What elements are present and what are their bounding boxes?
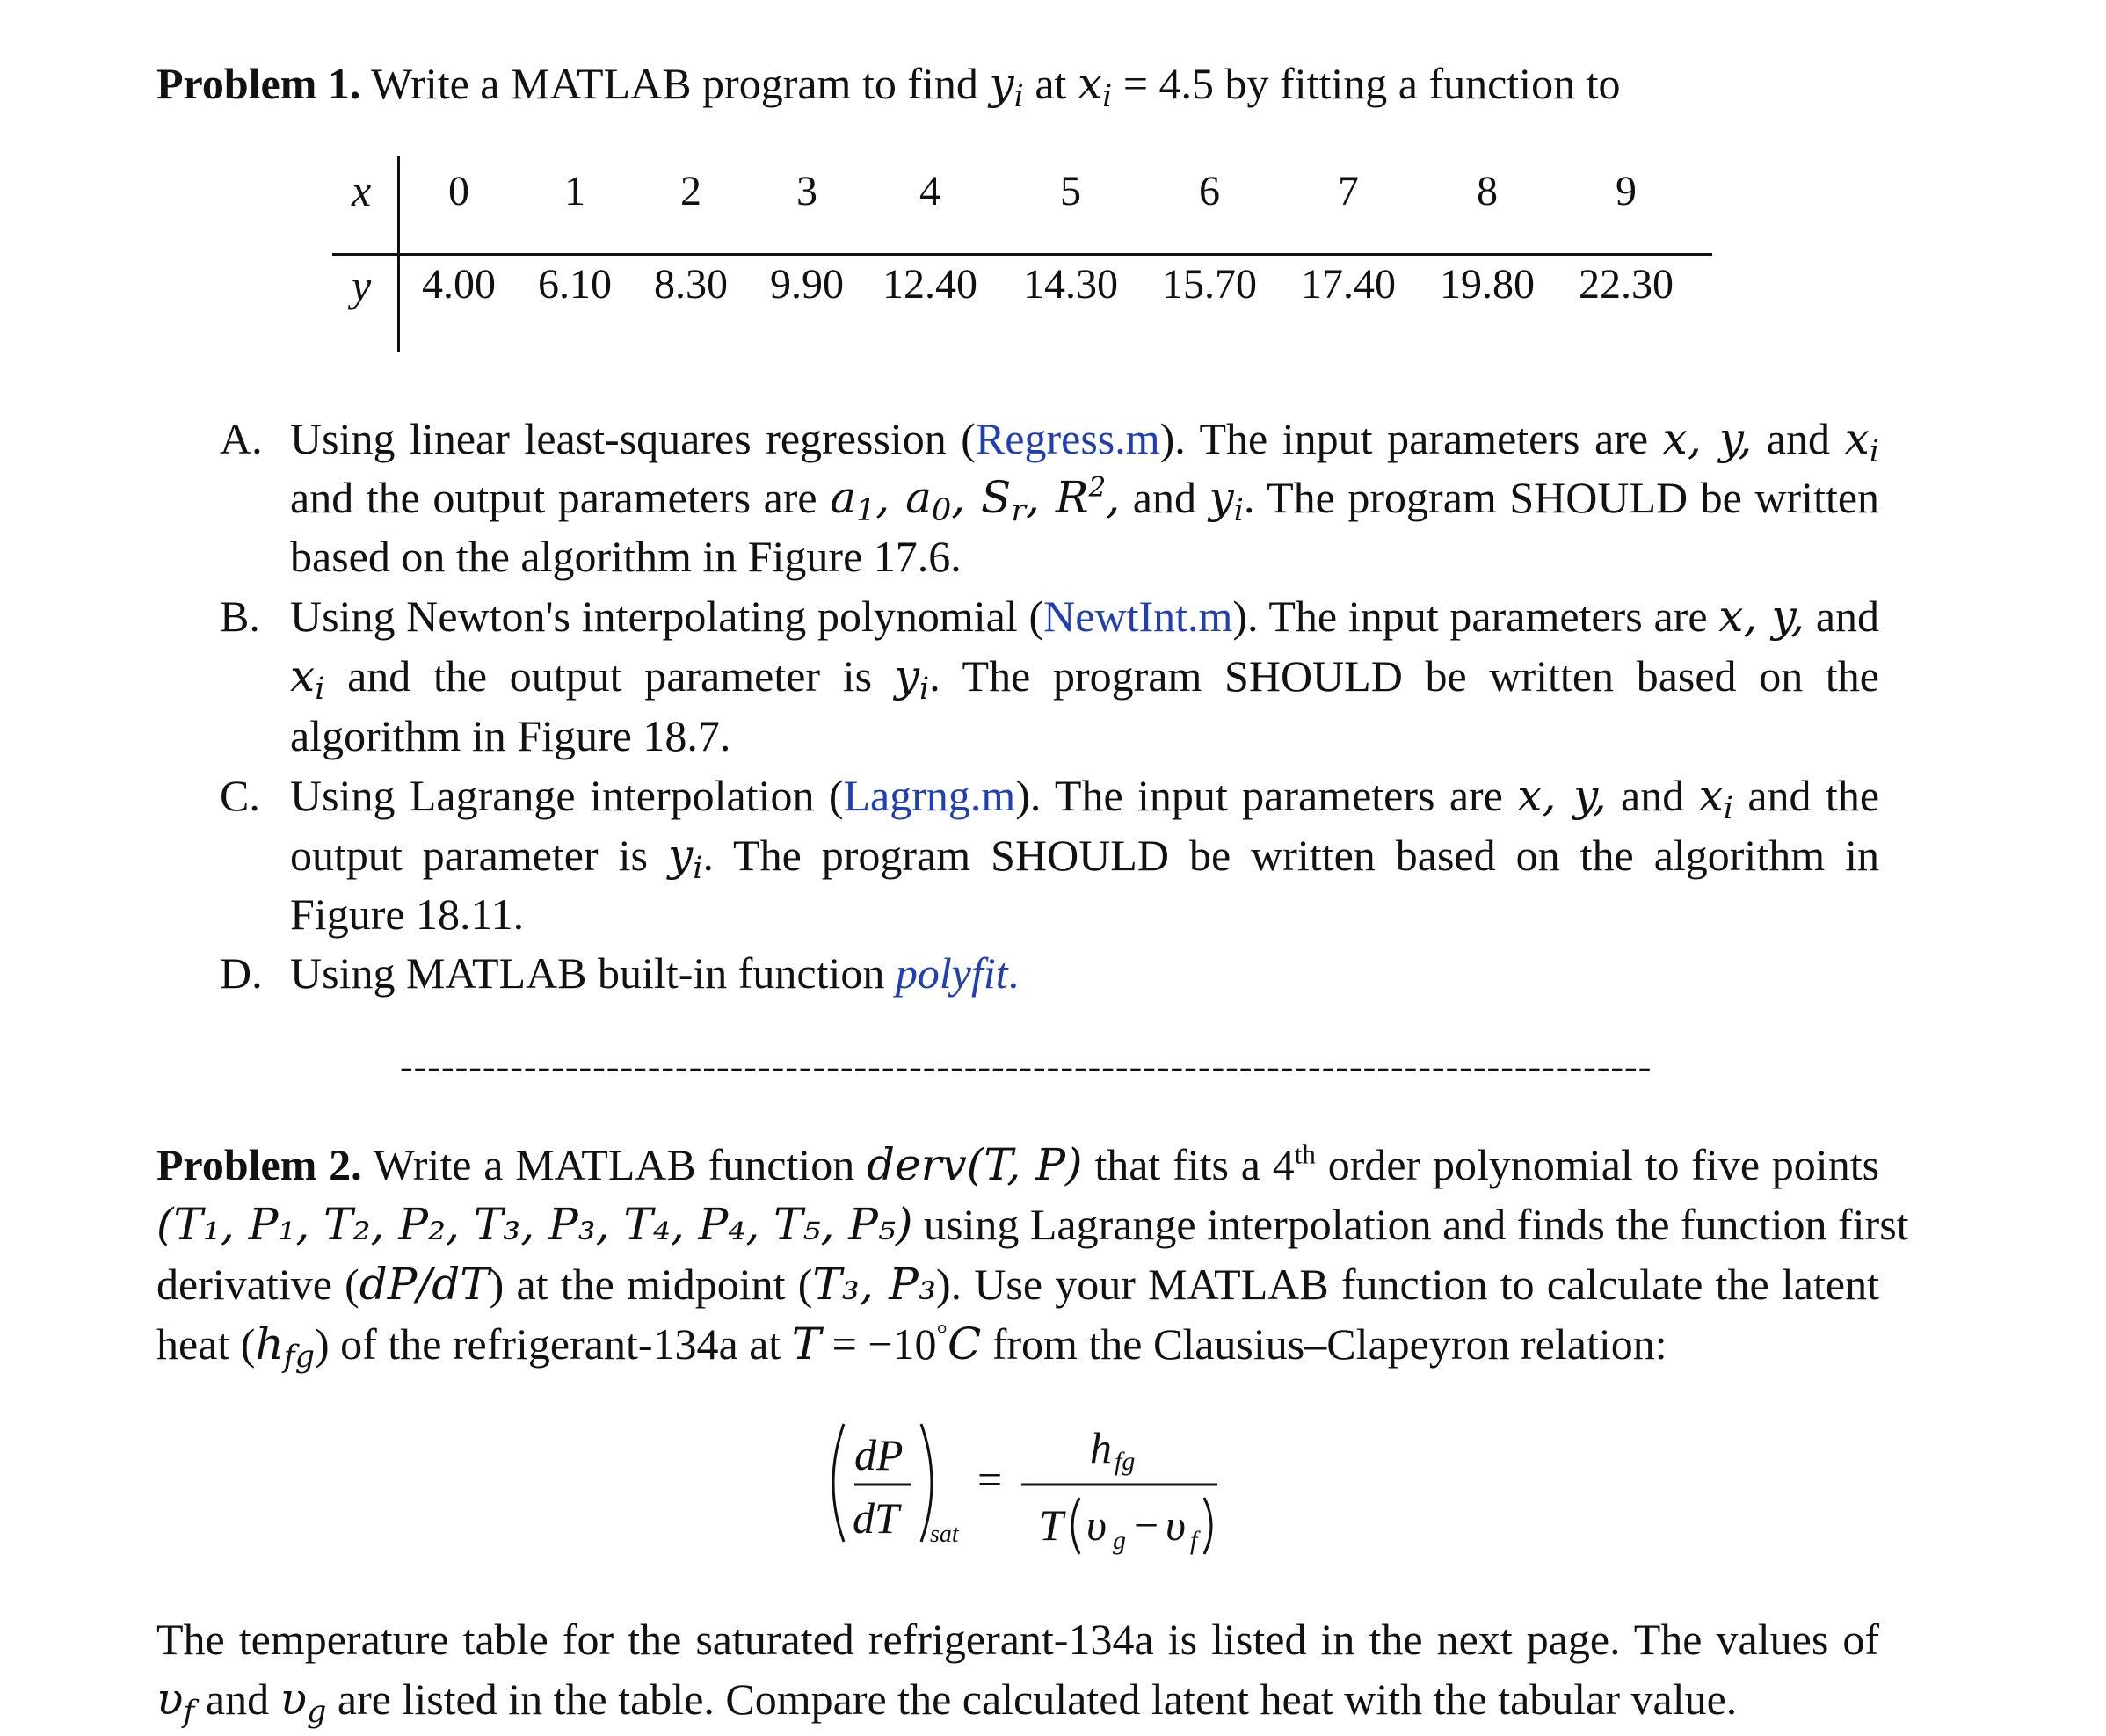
- problem1-intro-end: = 4.5 by fitting a function to: [1122, 59, 1621, 108]
- table-x-cell: 1: [564, 168, 585, 214]
- item-d-line1: Using MATLAB built-in function polyfit.: [290, 948, 1020, 998]
- item-d-letter: D.: [220, 948, 263, 998]
- var-x: $x_i$: [1077, 58, 1113, 114]
- table-x-cell: 9: [1616, 168, 1637, 214]
- eq-h-sub: fg: [1115, 1447, 1136, 1476]
- eq-sat: sat: [930, 1521, 959, 1548]
- eq-vg: υ: [1086, 1500, 1107, 1550]
- table-x-label: x: [352, 166, 372, 215]
- problem1-intro: Write a MATLAB program to find: [370, 59, 978, 108]
- table-x-cell: 0: [448, 168, 469, 214]
- table-y-cell: 15.70: [1162, 261, 1257, 308]
- newtint-file-link[interactable]: NewtInt.m: [1043, 592, 1233, 641]
- eq-vf: υ: [1166, 1500, 1186, 1550]
- table-y-cell: 12.40: [882, 261, 977, 308]
- item-c-line1: Using Lagrange interpolation (Lagrng.m). The input parameters are x, y, and $x_i$ and the: [290, 770, 1880, 826]
- table-y-cell: 17.40: [1301, 261, 1396, 308]
- item-a-line1: Using linear least-squares regression (Regress.m). The input parameters are x, y, and $x_i$: [290, 413, 1879, 469]
- item-a-line2: and the output parameters are $a_1$, $a_0$, $S_r$, $R^2$, and $y_i$. The program SHOULD be written: [290, 471, 1880, 528]
- item-a-letter: A.: [220, 414, 263, 463]
- problem2-line3: derivative (dP/dT) at the midpoint (T₃, P₃). Use your MATLAB function to calculate the latent: [156, 1259, 1879, 1310]
- regress-file-link[interactable]: Regress.m: [975, 414, 1160, 463]
- item-c-line3: Figure 18.11.: [290, 890, 525, 939]
- closing-line2: $\upsilon_f$ and $\upsilon_g$ are listed in the table. Compare the calculated latent heat with the tabular value.: [156, 1674, 1738, 1730]
- closing-line1: The temperature table for the saturated refrigerant-134a is listed in the next page. The values of: [156, 1615, 1879, 1664]
- item-b-line3: algorithm in Figure 18.7.: [290, 711, 731, 760]
- item-c-letter: C.: [220, 771, 260, 820]
- problem2-label: Problem 2.: [156, 1140, 362, 1189]
- clausius-clapeyron-equation: [817, 1417, 1231, 1566]
- table-y-cell: 6.10: [538, 261, 612, 308]
- table-x-cell: 4: [919, 168, 940, 214]
- table-y-cell: 4.00: [422, 261, 496, 308]
- eq-f: f: [1190, 1526, 1198, 1555]
- table-x-cell: 6: [1199, 168, 1220, 214]
- problem1-statement: [156, 58, 1621, 114]
- data-table: [332, 156, 1712, 352]
- table-x-cell: 7: [1338, 168, 1359, 214]
- item-b-line1: Using Newton's interpolating polynomial (NewtInt.m). The input parameters are x, y, and: [290, 591, 1880, 642]
- table-vertical-rule: [397, 156, 400, 352]
- table-y-cell: 19.80: [1440, 261, 1535, 308]
- table-y-label: y: [352, 261, 372, 310]
- polyfit-link[interactable]: polyfit: [895, 948, 1008, 998]
- eq-equals: =: [977, 1455, 1003, 1504]
- item-a-line3: based on the algorithm in Figure 17.6.: [290, 532, 962, 581]
- eq-dP: dP: [854, 1430, 904, 1479]
- eq-dT: dT: [853, 1493, 899, 1543]
- item-b-line2: $x_i$ and the output parameter is $y_i$. The program SHOULD be written based on the: [290, 650, 1879, 707]
- eq-h: h: [1090, 1423, 1112, 1472]
- problem1-at: at: [1035, 59, 1067, 108]
- item-c-line2: output parameter is $y_i$. The program SHOULD be written based on the algorithm in: [290, 830, 1879, 886]
- problem2-line2: (T₁, P₁, T₂, P₂, T₃, P₃, T₄, P₄, T₅, P₅) using Lagrange interpolation and finds the function first: [156, 1199, 1909, 1250]
- table-y-cell: 9.90: [770, 261, 844, 308]
- var-y: $y_i$: [989, 58, 1024, 114]
- eq-T: T: [1039, 1500, 1064, 1550]
- table-y-cell: 8.30: [654, 261, 728, 308]
- eq-minus: −: [1134, 1500, 1159, 1550]
- table-x-cell: 5: [1060, 168, 1081, 214]
- table-horizontal-rule: [332, 253, 1712, 256]
- table-y-cell: 14.30: [1023, 261, 1118, 308]
- table-x-cell: 3: [796, 168, 817, 214]
- problem2-line1: Problem 2. Write a MATLAB function derv(T, P) that fits a 4th order polynomial to five points: [156, 1138, 1880, 1190]
- problem1-label: Problem 1.: [156, 59, 361, 108]
- lagrng-file-link[interactable]: Lagrng.m: [843, 771, 1016, 820]
- derv-function-signature: derv(T, P): [867, 1139, 1083, 1190]
- eq-g: g: [1113, 1526, 1126, 1555]
- five-points: (T₁, P₁, T₂, P₂, T₃, P₃, T₄, P₄, T₅, P₅): [156, 1199, 913, 1250]
- table-y-cell: 22.30: [1579, 261, 1674, 308]
- item-b-letter: B.: [220, 592, 260, 641]
- problem2-line4: heat $(h_{fg})$ of the refrigerant-134a at T = −10°C from the Clausius–Clapeyron relation:: [156, 1318, 1667, 1375]
- section-separator: -------------------------------------------------------------------------------------------: [400, 1045, 1652, 1088]
- table-x-cell: 8: [1477, 168, 1498, 214]
- table-x-cell: 2: [680, 168, 701, 214]
